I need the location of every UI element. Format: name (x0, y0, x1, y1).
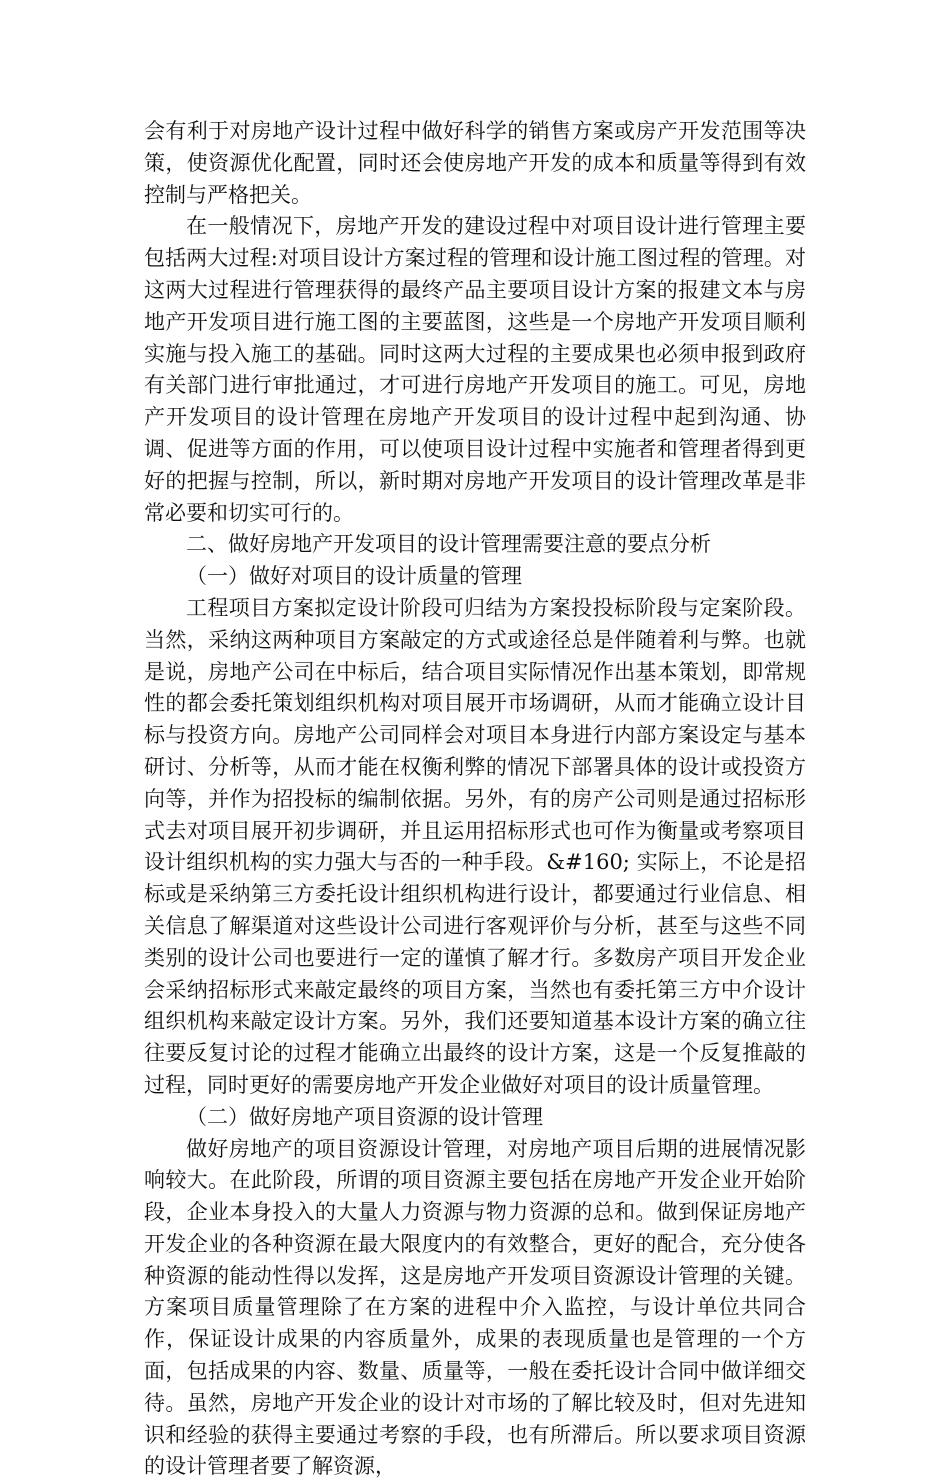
subsection-heading-resource-management: （二）做好房地产项目资源的设计管理 (144, 1102, 806, 1134)
paragraph-intro-continuation: 会有利于对房地产设计过程中做好科学的销售方案或房产开发范围等决策，使资源优化配置，同时还会使房地产开发的成本和质量等得到有效控制与严格把关。 (144, 116, 806, 211)
document-page (144, 116, 806, 1483)
paragraph-design-process: 在一般情况下，房地产开发的建设过程中对项目设计进行管理主要包括两大过程:对项目设计方案过程的管理和设计施工图过程的管理。对这两大过程进行管理获得的最终产品主要项目设计方案的报建文本与房地产开发项目进行施工图的主要蓝图，这些是一个房地产开发项目顺利实施与投入施工的基础。同时这两大过程的主要成果也必须申报到政府有关部门进行审批通过，才可进行房地产开发项目的施工。可见，房地产开发项目的设计管理在房地产开发项目的设计过程中起到沟通、协调、促进等方面的作用，可以使项目设计过程中实施者和管理者得到更好的把握与控制，所以，新时期对房地产开发项目的设计管理改革是非常必要和切实可行的。 (144, 211, 806, 529)
subsection-heading-design-quality: （一）做好对项目的设计质量的管理 (144, 561, 806, 593)
paragraph-resource-management: 做好房地产的项目资源设计管理，对房地产项目后期的进展情况影响较大。在此阶段，所谓的项目资源主要包括在房地产开发企业开始阶段，企业本身投入的大量人力资源与物力资源的总和。做到保证房地产开发企业的各种资源在最大限度内的有效整合，更好的配合，充分使各种资源的能动性得以发挥，这是房地产开发项目资源设计管理的关键。方案项目质量管理除了在方案的进程中介入监控，与设计单位共同合作，保证设计成果的内容质量外，成果的表现质量也是管理的一个方面，包括成果的内容、数量、质量等，一般在委托设计合同中做详细交待。虽然，房地产开发企业的设计对市场的了解比较及时，但对先进知识和经验的获得主要通过考察的手段，也有所滞后。所以要求项目资源的设计管理者要了解资源， (144, 1134, 806, 1483)
paragraph-design-quality: 工程项目方案拟定设计阶段可归结为方案投投标阶段与定案阶段。当然，采纳这两种项目方案敲定的方式或途径总是伴随着利与弊。也就是说，房地产公司在中标后，结合项目实际情况作出基本策划，即常规性的都会委托策划组织机构对项目展开市场调研，从而才能确立设计目标与投资方向。房地产公司同样会对项目本身进行内部方案设定与基本研讨、分析等，从而才能在权衡利弊的情况下部署具体的设计或投资方向等，并作为招投标的编制依据。另外，有的房产公司则是通过招标形式去对项目展开初步调研，并且运用招标形式也可作为衡量或考察项目设计组织机构的实力强大与否的一种手段。&#160; 实际上，不论是招标或是采纳第三方委托设计组织机构进行设计，都要通过行业信息、相关信息了解渠道对这些设计公司进行客观评价与分析，甚至与这些不同类别的设计公司也要进行一定的谨慎了解才行。多数房产项目开发企业会采纳招标形式来敲定最终的项目方案，当然也有委托第三方中介设计组织机构来敲定设计方案。另外，我们还要知道基本设计方案的确立往往要反复讨论的过程才能确立出最终的设计方案，这是一个反复推敲的过程，同时更好的需要房地产开发企业做好对项目的设计质量管理。 (144, 593, 806, 1102)
section-heading-key-points: 二、做好房地产开发项目的设计管理需要注意的要点分析 (144, 529, 806, 561)
